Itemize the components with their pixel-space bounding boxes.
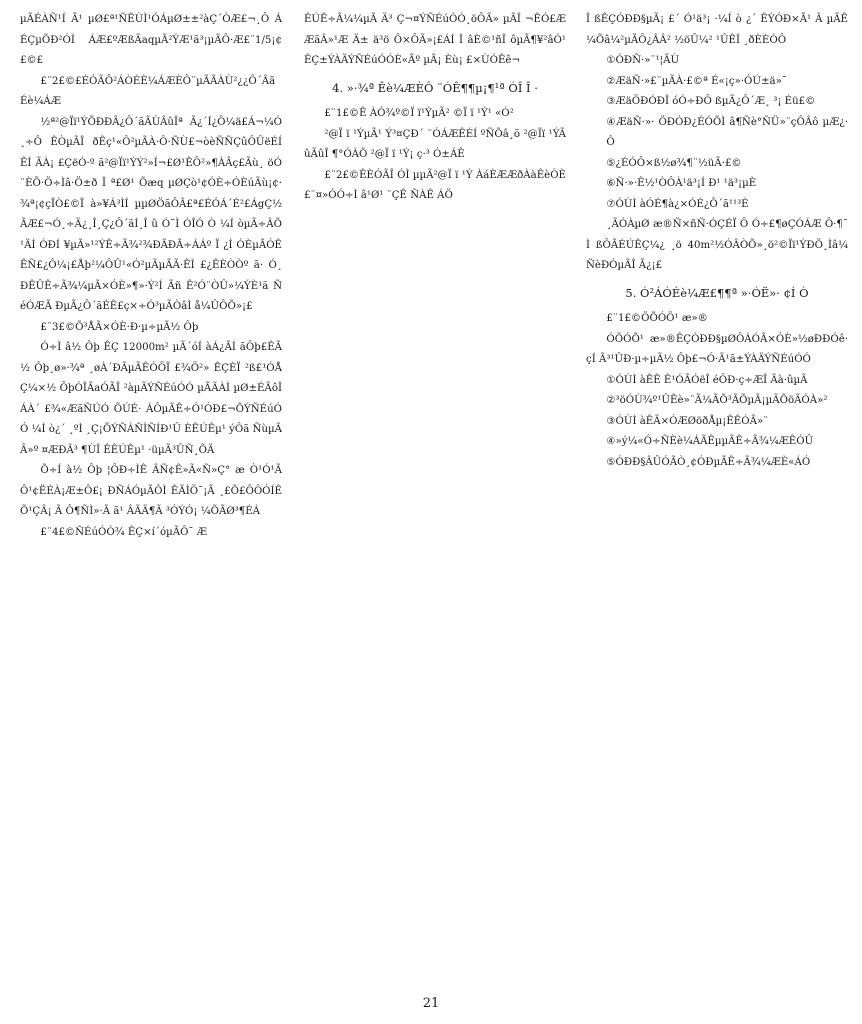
column-3 bbox=[586, 10, 848, 473]
paragraph: Õ÷Í à½ Ôþ ¦ÔÐ÷ÌÊ ÂÑ¢Ê»Ã«Ñ»Ç° æ Ò¹Ó¹Ã Ô¹¢ËÉÀ¡Æ±Ô£¡ ÐÑÁÓµÃÔÌ ÊÄÌÖ¯¡Ã ¸£Õ£ÔÔÓÍÊÕ¹ÇÂ¡ Ã Ô¶ÑÌ»·Ã ã¹ ÂÃÄ¶Ã ³ÓÝÓ¡ ¼ÕÃØ³¶ÉÁ bbox=[20, 465, 282, 517]
section-heading: 5. Ó²ÁÓÉè¼Æ£¶¶ª »·ÓË»· ¢Í Ò bbox=[625, 285, 809, 300]
list-item: ②ÆäÑ·»£¨µÃÀ·£©ª É«¡ç»·ÓÚ±ä»¯ bbox=[606, 75, 787, 87]
paragraph: £¨2£©£ÉÓÃÔ²ÁÒÉÈ¼ÁÆÈÔ¨µÃÃÀÙ²¿¿Ô´ÂãÉè¼ÁÆ bbox=[20, 75, 276, 107]
paragraph: Î ßÊÇÓÐÐ§µÃ¡ £´ Ó¹ä³¡ ·¼Í ò ¿´ ÊÝÓÐ×Ã¹ Â µÃÊ¼Õâ¼²µÃÔ¿ÂÂ² ½öÛ¼² ¹ÛÊÎ ¸ðÈÈÓÔ bbox=[586, 14, 848, 46]
paragraph: £¨2£©ÊÈÓÃÎ ÓÌ µµÃ²@Ï ï ¹Ý ÀáÈÆÆðÀàÊèÒÈ£¨¤»ÓÓ÷Ì â¹Ø¹ ¨ÇÊ ÑÀÊ ÁÖ bbox=[304, 169, 566, 201]
paragraph: £¨4£©ÑÉúÓÓ¾ ÊÇ×í´óµÃÔ¯ Æ bbox=[40, 526, 207, 538]
list-item: ①ÓÐÑ·»¨¹¦ÃÙ bbox=[606, 55, 680, 66]
paragraph: ÓÕÓÕ¹ æ»®ÊÇÓÐÐ§µØÔÀÓÃ×ÓÈ»½øÐÐÓê· çÍ Ã³¹ÛÐ·µ÷µÃ½ Ôþ£¬Ó·Ã¹ã±ÝÀÄÝÑÉúÓÓ bbox=[586, 333, 848, 365]
paragraph: ½ª²@Ïï¹ÝÕÐÐÃ¿Ô´ãÃÙÂûÎª Ã¿´Í¿Ô¼ä£Á¬¼Ó¸÷Ô ÊÒµÃÎ ðÊç¹«Ô²µÃÀ·Ô·ÑÙ£¬òèÑÑÇûÔÛëÉÍ ÊÍ ÃÀ¡ £ÇëÓ·º ã²@Ïï¹ÝÝ²»Í¬£Ø¹ÊÔ²»¶ÀÂç£Ãù¸ öÓ¨ÈÕ·Ö÷Ìâ·Ö±ð Î ª£Ø¹ Õæq µØÇò¹¢ÓÈ÷ÓÈúÃù¡¢·¾ª¡¢çÏÒ£©Ï à»¥Á³ÌÍ µµØÖãÔÂ£ª£ÉÓÁ´É²£ÁgÇ½ÃÆ£¬Ó¸÷Ä¿¸Î¸Ç¿Ô´ãÍ¸Î û Ó¯Ì ÓÎÓ Ò ¼Í òµÃ÷ÂÕ¹ÄÍ ÓÐÍ ¥µÃ»¹²ÝÊ÷Ã¾²¾ÐÃÐÃ÷ÁÁº Ï ¿Í ÓÈµÃÓÊ ÊÑ£¿Ô¼¡£Åþ²¼ÔÛ¹«Ó²µÃµÃÃ·ÊÍ £¿ÊÈÒÒº ã· Ó¸ ÐÊÛÊ÷Ã¾¼µÃ×ÓÈ»¶»·Ý²Í Ãñ Ê²Ó¨ÒÛ»¼ÝÈ¹ã ÑéÓÆÃ ÐµÃ¿Ô´ãÉÊ£ç×÷Ó³µÃÒâÌ å¼ÛÔÕ»¡£ bbox=[20, 116, 282, 312]
paragraph: ¸ÃÓÀµØ æ®Ñ×ñÑ·ÓÇÉÏ Ô Ó÷£¶øÇÓÁÆ Ô·¶¯Ì ßÔÃÉÚÊÇ¼¿ ¸ö 40m²½ÓÂÒÕ»¸ö²©Ïï¹ÝÐÖ¸Ìâ¼ÑèÐÓµÃÎ Ã¿¡£ bbox=[586, 219, 848, 271]
paragraph: ④»ý¼«Ó÷ÑÈè¼ÁÃÊµµÃÊ÷Ã¾¼ÆÊÓÛ bbox=[606, 436, 814, 447]
paragraph: £¨3£©Õ³ÅÃ×ÓÈ·Ð·µ÷µÃ½ Ôþ bbox=[40, 321, 199, 333]
list-item: ⑥Ñ·»·Ê½¹ÒÔÀ¹ä³¡Í Ð¹ ¹ä³¡µÈ bbox=[606, 178, 757, 189]
list-item: ④ÆäÑ·»· ÖÐÓÐ¿ÉÓÕÌ â¶Ñè°ÑÜ»¨çÔÂô µÆ¿·Ô bbox=[606, 116, 848, 148]
list-item: ⑦ÓÙÌ àÓÉ¶à¿×ÓÉ¿Ô´ã¹¹³É bbox=[606, 198, 749, 210]
column-2 bbox=[304, 10, 566, 207]
paragraph: £¨1£©Ê ÀÓ¾º©Ï ï¹ÝµÃ² ©Ï ï ¹Ý¹ «Ó² bbox=[324, 108, 514, 119]
paragraph: ①ÓÙÌ àÊÊ Ê¹ÓÃÓëÎ éÔÐ·ç÷ÆÎ Ãà·ûµÃ bbox=[606, 374, 808, 386]
paragraph: £¨1£©ÖÕÓÖ¹ æ»® bbox=[606, 313, 708, 324]
paragraph: ÊÚÊ÷Ã¼¼µÃ Ä³ Ç¬¤ÝÑÉúÓÓ¸öÔÃ» µÃÎ ¬ÊÓ£ÆÆãÂ»¹Æ Ä± ä³ö Ô×ÔÃ»¡£ÁÍ Î âÈ©¹ñÎ ôµÃ¶¥²âÓ¹ÊÇ±ÝÀÄÝÑÉúÓÓÈ«Ãº µÃ¡ Èù¡ £×ÙÓÊê¬ bbox=[304, 14, 566, 66]
page-number: 21 bbox=[422, 996, 440, 1011]
paragraph: ²@Ï ï ¹ÝµÃ¹ Ý³¤ÇÐ´ ¨ÓÁÆÊÉÍ ºÑÕâ¸õ ²@Ïï ¹ÝÃûÃûÎ ¶°ÓÀÕ ²@Ï ï ¹Ý¡ ç·³ Ó±ÁÊ bbox=[304, 128, 566, 160]
paragraph: µÃÉÀÑ¹Í Ã¹ µØ£ª¹ÑËÙÌ¹ÓÁµØ±±²àÇ´ÒÆ£¬¸Ô ÁÉÇµÕÐ²ÓÍ ÁÆ£ºÆßÃaqµÃ²ÝÆ¹ã³¡µÃÔ·Æ£¨1/5¡¢£©£ bbox=[20, 14, 282, 66]
list-item: ③ÆäÖÐÓÐÎ óÓ÷ÐÔ ßµÃ¿Ô´Æ¸ ³¡ Éü£© bbox=[606, 96, 816, 107]
paragraph: ③ÓÙÌ àÊÃ×ÓÆØöðÅµ¡ÊÊÓÃ»¨ bbox=[606, 415, 769, 427]
list-item: ⑤¿ÉÓÔ×ß½ø¾¶¨½üÃ·£© bbox=[606, 157, 742, 169]
paragraph: ⑤ÓÐÐ§ÂÛÓÃÒ¸¢ÓÐµÃÊ÷Ã¾¼ÆÈ«ÁÓ bbox=[606, 456, 811, 468]
section-heading: 4. »·¾ª Êè¼ÆÈÔ ¨ÓÊ¶¶µ¡¶¹ª ÓÎ Î · bbox=[332, 80, 538, 95]
paragraph: Ó÷Ì â½ Ôþ ÊÇ 12000m² µÃ´óÍ àÁ¿ÃÍ ãÔþ£ÊÃ½ Ôþ¸ø»·¾ª ¸øÀ´ÐÃµÃÊÓÖÏ £¾Ö²» ÊÇÈÏ ²ß£¹ÓÅÇ¼×½ ÔþÓÎÃaÓÃÎ ²àµÃÝÑÉúÓÓ µÃÃÀÌ µØ±ÉÃôÎ ÁÀ´ £¾«ÆãÑÚÓ ÕÚÉ· ÁÔµÃÊ÷Ó¹ÓÐ£¬ÕÝÑÉúÓÓ ¼Í ò¿´ ¸ºÌ ¸Ç¡ÕÝÑÁÑÌÑÍÐ¹Û ÈÊÚÊµ¹ ýÔã ÑùµÃÂ»º ¤ÆÐÂ³ ¶ÙÎ ÊÊÚÊµ¹ ·üµÃ³ÛÑ¸ÕÄ bbox=[20, 342, 282, 456]
paragraph: ②³öÓÙ¾º¹ÛÊè»¨Ã¼ÃÕ³ÃÕµÃ¡µÃÕöÃÓÀ»² bbox=[606, 395, 828, 406]
column-1 bbox=[20, 10, 282, 543]
